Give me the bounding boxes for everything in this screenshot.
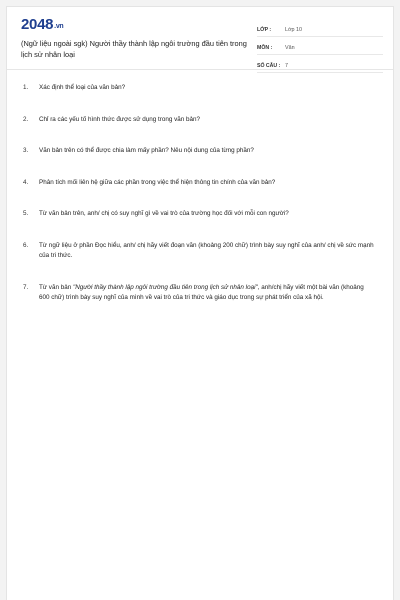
question-number: 1. xyxy=(23,84,29,91)
worksheet-title: (Ngữ liệu ngoài sgk) Người thầy thành lập ngôi trường đầu tiên trong lịch sử nhân loại xyxy=(21,39,247,59)
question-number: 2. xyxy=(23,115,29,123)
site-logo[interactable] xyxy=(21,16,63,33)
question-text-before: Từ văn bản xyxy=(39,283,73,291)
meta-value-class: Lớp 10 xyxy=(285,27,303,33)
question-number: 4. xyxy=(23,178,29,186)
question-number: 6. xyxy=(23,241,29,249)
question-text: Phân tích mối liên hệ giữa các phần trong việc thể hiện thông tin chính của văn bản? xyxy=(39,178,276,186)
question-text: Từ ngữ liệu ở phần Đọc hiểu, anh/ chị hãy viết đoạn văn (khoảng 200 chữ) trình bày suy nghĩ của anh/ chị về sức mạnh của tri thức. xyxy=(39,241,374,259)
meta-label-class: LỚP : xyxy=(257,27,272,33)
meta-row-class xyxy=(257,21,383,37)
meta-value-count: 7 xyxy=(285,63,288,69)
question-item xyxy=(7,178,393,189)
worksheet-header xyxy=(7,7,393,70)
meta-label-count: SỐ CÂU : xyxy=(257,63,281,69)
question-list xyxy=(7,83,393,325)
logo-main: 2048 xyxy=(21,16,54,33)
worksheet-meta xyxy=(257,21,383,75)
worksheet-page xyxy=(6,6,394,600)
question-item xyxy=(7,241,393,262)
question-item xyxy=(7,146,393,157)
question-text-after: , anh/chị hãy viết một bài văn (khoảng 600 chữ) trình bày suy nghĩ của mình về vai trò của tri thức và giáo dục trong sự phát triển của xã hội. xyxy=(39,283,364,301)
question-text: Từ văn bản trên, anh/ chị có suy nghĩ gì về vai trò của trường học đối với mỗi con người? xyxy=(39,210,289,217)
question-text-italic: "Người thầy thành lập ngôi trường đầu tiên trong lịch sử nhân loại" xyxy=(72,283,258,291)
logo-sub: .vn xyxy=(54,23,64,30)
question-item xyxy=(7,209,393,220)
question-number: 3. xyxy=(23,147,29,154)
question-item xyxy=(7,115,393,126)
question-text: Xác định thể loại của văn bản? xyxy=(39,84,126,91)
question-number: 7. xyxy=(23,283,29,291)
meta-row-count xyxy=(257,57,383,73)
question-text: Văn bản trên có thể được chia làm mấy phần? Nêu nội dung của từng phần? xyxy=(39,147,254,154)
meta-label-subject: MÔN : xyxy=(257,45,273,51)
question-text xyxy=(39,284,364,302)
meta-row-subject xyxy=(257,39,383,55)
question-item xyxy=(7,283,393,304)
question-number: 5. xyxy=(23,210,29,217)
meta-value-subject: Văn xyxy=(285,45,295,51)
question-text: Chỉ ra các yếu tố hình thức được sử dụng trong văn bản? xyxy=(39,115,200,123)
question-item xyxy=(7,83,393,94)
